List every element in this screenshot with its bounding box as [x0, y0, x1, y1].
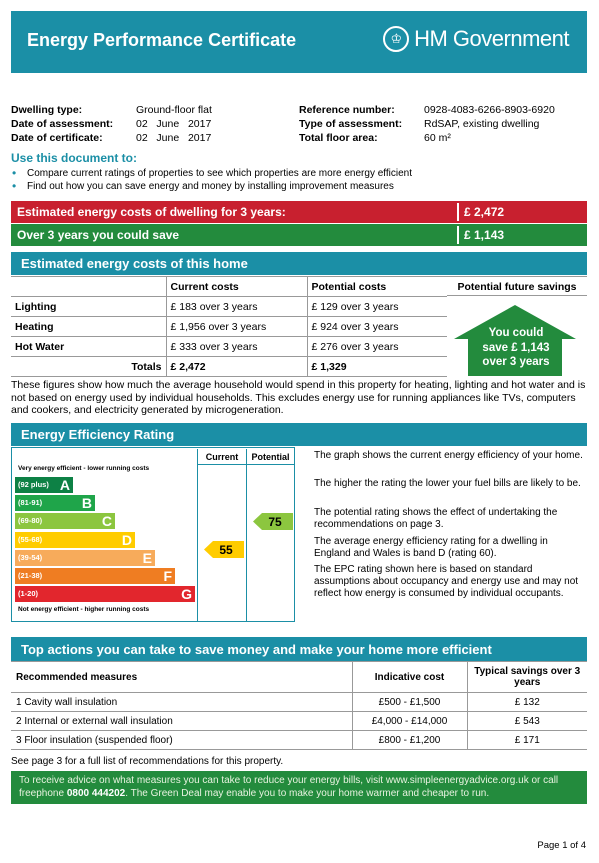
band-range: (81-91) [18, 498, 43, 508]
rating-band-a [15, 477, 73, 493]
table-row [11, 712, 587, 731]
band-letter: C [101, 513, 112, 530]
band-letter: D [121, 531, 132, 548]
column-header: Typical savings over 3 years [467, 662, 587, 693]
potential-column-header: Potential [251, 452, 290, 462]
current-rating-value: 55 [219, 543, 233, 557]
actions-heading [11, 637, 587, 661]
bar-divider [457, 203, 459, 221]
table-header-row [11, 277, 447, 297]
hm-government-logo [383, 26, 569, 52]
savings-line: save £ 1,143 [482, 341, 550, 354]
band-letter: F [163, 568, 172, 584]
band-range: (39-54) [18, 552, 43, 562]
table-row [11, 337, 447, 357]
see-page-note: See page 3 for a full list of recommendations for this property. [11, 756, 284, 767]
typical-saving: £ 171 [467, 731, 587, 750]
estimated-cost-bar [11, 201, 587, 223]
savings-line: You could [488, 327, 544, 339]
totals-current: £ 2,472 [166, 357, 307, 377]
info-value: 02 June 2017 [136, 132, 212, 144]
eer-explanation: The graph shows the current energy efficiency of your home. [314, 450, 583, 461]
header-divider [197, 464, 294, 465]
gov-logo-text: HM Government [414, 26, 569, 51]
certificate-info [299, 103, 555, 145]
bar-divider [457, 226, 459, 244]
current-column-header: Current [205, 452, 239, 462]
indicative-cost: £500 - £1,500 [352, 693, 467, 712]
band-letter: E [142, 549, 152, 566]
recommended-measures-table [11, 661, 587, 750]
info-value: 60 m² [424, 132, 451, 144]
info-label: Reference number: [299, 104, 395, 116]
energy-costs-table [11, 276, 447, 377]
column-header: Indicative cost [352, 662, 467, 693]
measure: 3 Floor insulation (suspended floor) [11, 731, 352, 750]
page-number: Page 1 of 4 [537, 840, 586, 851]
band-range: (69-80) [18, 516, 43, 526]
totals-row [11, 357, 447, 377]
savings-bar [11, 224, 587, 246]
column-header: Potential costs [307, 277, 447, 297]
rating-band-f [15, 568, 175, 584]
column-header: Current costs [166, 277, 307, 297]
info-label: Dwelling type: [11, 104, 83, 116]
savings-label: Over 3 years you could save [17, 228, 180, 242]
indicative-cost: £4,000 - £14,000 [352, 712, 467, 731]
reference-number: 0928-4083-6266-8903-6920 [424, 104, 555, 116]
epc-header [11, 11, 587, 73]
info-value: RdSAP, existing dwelling [424, 118, 540, 130]
info-row [11, 103, 212, 117]
info-label: Total floor area: [299, 132, 378, 144]
totals-label: Totals [11, 357, 166, 377]
royal-crest-icon: ♔ [383, 26, 409, 52]
band-letter: G [181, 586, 192, 603]
measure: 1 Cavity wall insulation [11, 693, 352, 712]
band-letter: A [59, 477, 70, 493]
advice-footer [11, 771, 587, 804]
indicative-cost: £800 - £1,200 [352, 731, 467, 750]
band-letter: B [81, 495, 92, 512]
savings-line: over 3 years [482, 356, 550, 368]
section-title: Energy Efficiency Rating [21, 427, 175, 442]
info-value: Ground-floor flat [136, 104, 212, 116]
inefficient-label: Not energy efficient - higher running costs [18, 606, 150, 613]
eer-explanation: The higher the rating the lower your fuel bills are likely to be. [314, 478, 581, 489]
potential-rating-arrow [253, 513, 293, 530]
band-range: (92 plus) [18, 480, 49, 489]
eer-explanation: The potential rating shows the effect of undertaking the recommendations on page 3. [314, 507, 558, 530]
column-header: Recommended measures [11, 662, 352, 693]
info-label: Type of assessment: [299, 118, 403, 130]
rating-band-b [15, 495, 95, 511]
dwelling-info [11, 103, 212, 145]
column-divider [246, 449, 247, 621]
info-row [299, 131, 555, 145]
section-title: Estimated energy costs of this home [21, 256, 248, 271]
info-row [11, 131, 212, 145]
current-cost: £ 333 over 3 years [166, 337, 307, 357]
page-title: Energy Performance Certificate [27, 30, 297, 50]
energy-costs-heading [11, 252, 587, 275]
info-value: 02 June 2017 [136, 118, 212, 130]
current-rating-arrow [204, 541, 244, 558]
bullet-item: • Find out how you can save energy and money by installing improvement measures [11, 180, 412, 193]
table-row [11, 731, 587, 750]
bullet-item: • Compare current ratings of properties to see which properties are more energy efficient [11, 167, 412, 180]
costs-note: These figures show how much the average household would spend in this property for heating, lighting and hot water and is not based on energy used by individual households. This excludes energy use for running appliances like TVs, computers and cookers, and electricity generated by microgeneration. [11, 379, 586, 416]
info-row [299, 103, 555, 117]
table-cell [11, 277, 166, 297]
savings-value: £ 1,143 [464, 228, 505, 242]
row-label: Hot Water [11, 337, 166, 357]
table-header-row [11, 662, 587, 693]
table-row [11, 693, 587, 712]
current-cost: £ 1,956 over 3 years [166, 317, 307, 337]
row-label: Lighting [11, 297, 166, 317]
use-document-title: Use this document to: [11, 151, 138, 165]
band-range: (21-38) [18, 571, 43, 580]
efficient-label: Very energy efficient - lower running costs [18, 465, 150, 472]
info-label: Date of assessment: [11, 118, 114, 130]
eer-explanation: The EPC rating shown here is based on standard assumptions about occupancy and energy use and may not reflect how energy is consumed by individual occupants. [314, 564, 579, 599]
advice-text: . The Green Deal may enable you to make your home warmer and cheaper to run. [125, 788, 490, 799]
advice-text: To receive advice on what measures you can take to reduce your energy bills, visit www.simpleenergyadvice.org.uk or call freephone [19, 775, 559, 799]
freephone-number: 0800 444202 [66, 788, 126, 799]
potential-cost: £ 924 over 3 years [307, 317, 447, 337]
eer-chart [11, 447, 295, 622]
info-row [11, 117, 212, 131]
band-range: (1-20) [18, 589, 39, 599]
typical-saving: £ 132 [467, 693, 587, 712]
potential-rating-value: 75 [268, 515, 282, 529]
potential-cost: £ 129 over 3 years [307, 297, 447, 317]
table-row [11, 297, 447, 317]
rating-band-c [15, 513, 115, 529]
current-cost: £ 183 over 3 years [166, 297, 307, 317]
totals-potential: £ 1,329 [307, 357, 447, 377]
future-savings-text [470, 326, 562, 370]
row-label: Heating [11, 317, 166, 337]
typical-saving: £ 543 [467, 712, 587, 731]
column-divider [197, 449, 198, 621]
section-title: Top actions you can take to save money and make your home more efficient [21, 642, 492, 657]
measure: 2 Internal or external wall insulation [11, 712, 352, 731]
eer-explanation: The average energy efficiency rating for a dwelling in England and Wales is band D (rating 60). [314, 536, 548, 559]
use-document-list [11, 167, 412, 193]
estimated-cost-value: £ 2,472 [464, 205, 505, 219]
rating-band-e [15, 550, 155, 566]
rating-band-d [15, 532, 135, 548]
table-row [11, 317, 447, 337]
eer-heading [11, 423, 587, 446]
info-row [299, 117, 555, 131]
potential-cost: £ 276 over 3 years [307, 337, 447, 357]
info-label: Date of certificate: [11, 132, 103, 144]
estimated-cost-label: Estimated energy costs of dwelling for 3 years: [17, 205, 286, 219]
future-savings-header: Potential future savings [447, 276, 587, 296]
band-range: (55-68) [18, 534, 43, 544]
rating-band-g [15, 586, 195, 602]
